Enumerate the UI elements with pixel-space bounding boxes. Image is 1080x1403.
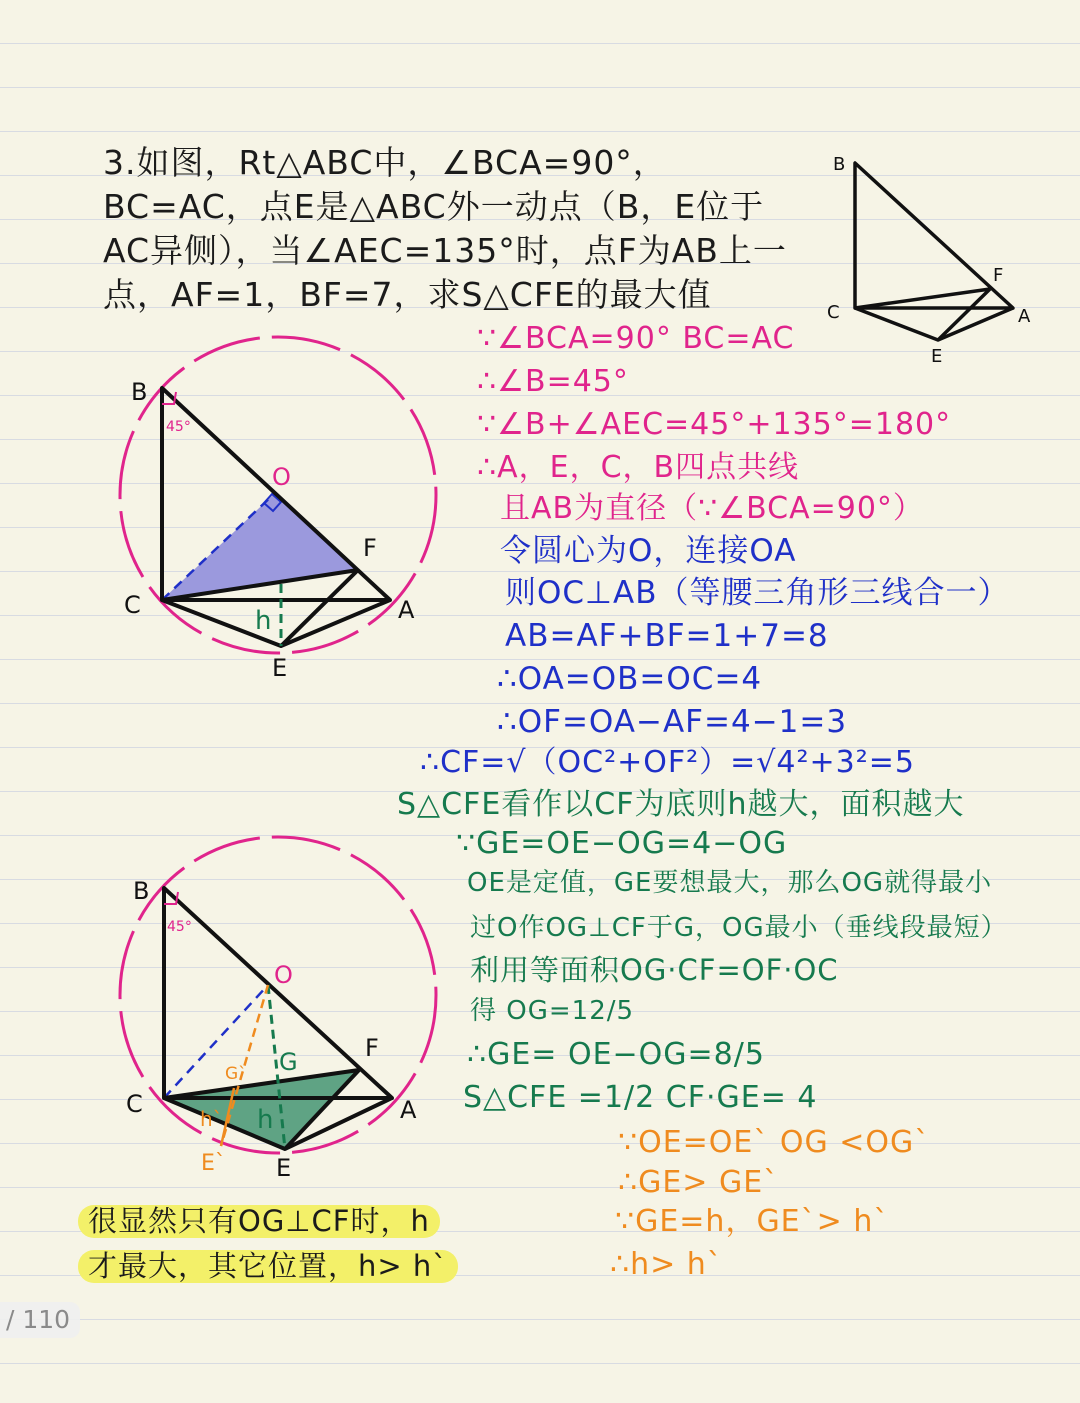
pink-line-4: ∴A，E，C，B四点共线 [477, 450, 800, 485]
top-label-b: B [833, 154, 846, 175]
blue-line-4: ∴OA=OB=OC=4 [497, 661, 763, 697]
blue-line-1: 令圆心为O，连接OA [500, 533, 797, 569]
green-line-8: S△CFE =1/2 CF·GE= 4 [463, 1080, 818, 1115]
orange-line-1: ∵OE=OE` OG <OG` [618, 1125, 931, 1160]
fig2-angle-45: 45° [167, 919, 192, 935]
problem-line-4: 点，AF=1，BF=7，求S△CFE的最大值 [103, 275, 712, 314]
fig2-label-e: E [276, 1154, 292, 1182]
highlight-line-2: 才最大，其它位置，h> h` [78, 1250, 458, 1283]
problem-line-3: AC异侧），当∠AEC=135°时，点F为AB上一 [103, 231, 787, 270]
top-label-f: F [993, 265, 1004, 286]
green-line-7: ∴GE= OE−OG=8/5 [467, 1037, 765, 1072]
fig2-label-a: A [400, 1096, 417, 1124]
fig1-label-o: O [272, 463, 291, 491]
green-line-6: 得 OG=12/5 [470, 996, 635, 1026]
problem-line-2: BC=AC，点E是△ABC外一动点（B，E位于 [103, 187, 765, 226]
fig2-label-h-prime: h` [200, 1107, 223, 1131]
fig1-label-c: C [124, 591, 141, 619]
blue-line-3: AB=AF+BF=1+7=8 [505, 618, 829, 654]
pink-line-1: ∵∠BCA=90° BC=AC [477, 321, 795, 356]
green-line-4: 过O作OG⊥CF于G，OG最小（垂线段最短） [470, 913, 1008, 943]
orange-line-3: ∵GE=h，GE`> h` [615, 1204, 890, 1239]
fig2-label-b: B [133, 877, 150, 905]
green-line-3: OE是定值，GE要想最大，那么OG就得最小 [467, 868, 993, 898]
fig1-label-a: A [398, 596, 415, 624]
green-line-5: 利用等面积OG·CF=OF·OC [470, 953, 839, 987]
page-indicator: / 110 [0, 1302, 80, 1338]
fig1-label-f: F [363, 534, 377, 562]
fig1-label-h: h [255, 606, 272, 636]
pink-line-5: 且AB为直径（∵∠BCA=90°） [500, 491, 924, 526]
fig2-label-g: G [279, 1048, 298, 1076]
pink-line-2: ∴∠B=45° [477, 364, 629, 399]
fig2-label-g-prime: G` [225, 1064, 247, 1084]
highlight-line-1: 很显然只有OG⊥CF时，h [78, 1205, 440, 1238]
top-label-a: A [1018, 306, 1031, 327]
blue-line-2: 则OC⊥AB（等腰三角形三线合一） [505, 575, 1010, 611]
fig2-label-h: h [257, 1105, 274, 1135]
fig1-label-e: E [272, 654, 288, 682]
fig2-label-o: O [274, 961, 293, 989]
fig2-label-c: C [126, 1090, 143, 1118]
top-label-c: C [827, 302, 840, 323]
fig1-angle-45: 45° [166, 419, 191, 435]
top-label-e: E [931, 346, 943, 367]
orange-line-4: ∴h> h` [610, 1247, 723, 1282]
orange-line-2: ∴GE> GE` [618, 1165, 780, 1200]
fig2-label-e-prime: E` [201, 1151, 226, 1176]
problem-line-1: 3.如图，Rt△ABC中，∠BCA=90°， [103, 143, 667, 182]
blue-line-6: ∴CF=√（OC²+OF²）=√4²+3²=5 [420, 745, 916, 780]
fig1-label-b: B [131, 378, 148, 406]
green-line-1: S△CFE看作以CF为底则h越大，面积越大 [397, 787, 965, 822]
fig2-label-f: F [365, 1034, 379, 1062]
green-line-2: ∵GE=OE−OG=4−OG [456, 826, 788, 861]
blue-line-5: ∴OF=OA−AF=4−1=3 [497, 704, 848, 740]
pink-line-3: ∵∠B+∠AEC=45°+135°=180° [477, 407, 952, 442]
